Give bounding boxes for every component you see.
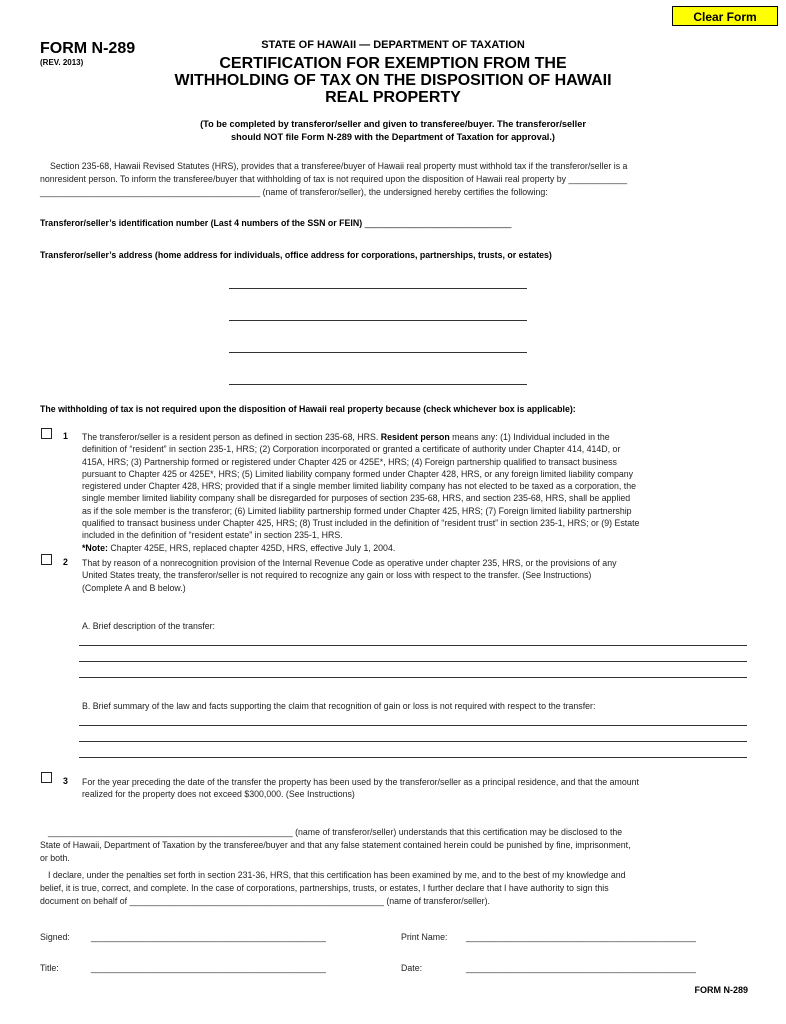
item-3-number: 3 [63, 776, 68, 786]
disclosure-line-2: State of Hawaii, Department of Taxation by the transferee/buyer and that any false statement contained herein could be punished by fine, imprisonment, [40, 840, 631, 850]
print-name-field[interactable]: _______________________________________________ [466, 932, 696, 942]
disclosure-line-3: or both. [40, 853, 70, 863]
item-2-line-3: (Complete A and B below.) [82, 582, 186, 593]
title-label: Title: [40, 963, 59, 973]
item-1-checkbox[interactable] [41, 428, 52, 439]
form-title-line-1: CERTIFICATION FOR EXEMPTION FROM THE [219, 55, 567, 72]
footer-form-number: FORM N-289 [694, 985, 748, 995]
item-1-line-7: as if the sole member is the transferor; (6) Limited liability partnership formed under Chapter 425, HRS; (7) Foreign limited liability partnership [82, 505, 632, 516]
form-number: FORM N-289 [40, 40, 136, 57]
id-number-row [40, 217, 511, 230]
item-2b-line-3[interactable] [79, 757, 747, 758]
disclosure-line-1: __________________________________________________ (name of transferor/seller) understands that this certification may be disclosed to the [48, 827, 623, 837]
date-field[interactable]: _______________________________________________ [466, 963, 696, 973]
item-3-checkbox[interactable] [41, 772, 52, 783]
item-2-line-2: United States treaty, the transferor/seller is not required to recognize any gain or loss with respect to the transfer. (See Instructions) [82, 570, 592, 581]
form-title-line-2: WITHHOLDING OF TAX ON THE DISPOSITION OF HAWAII [174, 72, 612, 89]
address-label: Transferor/seller’s address (home address for individuals, office address for corporations, partnerships, trusts, or estates) [40, 250, 552, 260]
item-2b-line-2[interactable] [79, 741, 747, 742]
item-1-line-2: definition of “resident” in section 235-1, HRS; (2) Corporation incorporated or granted a certificate of authority under Chapter 414, 414D, or [82, 444, 621, 455]
item-3-line-2: realized for the property does not exceed $300,000. (See Instructions) [82, 789, 355, 800]
declaration-paragraph [40, 869, 760, 908]
form-instructions-line-1: (To be completed by transferor/seller and given to transferee/buyer. The transferor/seller [200, 119, 586, 129]
item-1-line-4: pursuant to Chapter 425 or 425E*, HRS; (5) Limited liability company formed under Chapter 428, HRS, or any foreign limited liability company [82, 468, 634, 479]
item-2a-line-2[interactable] [79, 661, 747, 662]
declaration-line-3: document on behalf of ____________________________________________________ (name of transferor/seller). [40, 896, 490, 906]
item-2a-label: A. Brief description of the transfer: [82, 621, 215, 631]
intro-line-1: Section 235-68, Hawaii Revised Statutes (HRS), provides that a transferee/buyer of Hawaii real property must withhold tax if the transferor/seller is a [50, 161, 628, 171]
item-3-text [82, 776, 762, 801]
intro-line-2: nonresident person. To inform the transferee/buyer that withholding of tax is not required upon the disposition of Hawaii real property by ____________ [40, 174, 628, 184]
id-number-field[interactable]: ______________________________ [364, 218, 512, 228]
clear-form-button[interactable]: Clear Form [672, 6, 778, 26]
print-name-label: Print Name: [401, 932, 448, 942]
signed-field[interactable]: ________________________________________________ [91, 932, 326, 942]
date-label: Date: [401, 963, 423, 973]
address-line-2[interactable] [229, 320, 527, 321]
form-title-line-3: REAL PROPERTY [325, 89, 461, 106]
intro-line-3: _____________________________________________ (name of transferor/seller), the undersigned hereby certifies the following: [40, 187, 548, 197]
resident-person-term: Resident person [380, 432, 450, 442]
item-1-text [82, 431, 762, 554]
item-1-line-9: included in the definition of “resident estate” in section 235-1, HRS. [82, 530, 343, 541]
item-3-line-1: For the year preceding the date of the transfer the property has been used by the transferor/seller as a principal residence, and that the amount [82, 777, 639, 787]
item-1-line-6: single member limited liability company shall be disregarded for purposes of section 235-68, HRS, and section 235-68, HRS, shall be applied [82, 493, 631, 504]
department-heading: STATE OF HAWAII — DEPARTMENT OF TAXATION [261, 39, 525, 51]
address-line-1[interactable] [229, 288, 527, 289]
item-1-line-8: qualified to transact business under Chapter 425, HRS; (8) Trust included in the definition of “resident trust” in section 235-1, HRS; or (9) Estate [82, 518, 640, 529]
item-2-checkbox[interactable] [41, 554, 52, 565]
id-number-label: Transferor/seller’s identification number (Last 4 numbers of the SSN or FEIN) [40, 218, 363, 228]
address-line-3[interactable] [229, 352, 527, 353]
intro-paragraph [40, 160, 760, 199]
form-instructions [120, 118, 666, 144]
address-line-4[interactable] [229, 384, 527, 385]
declaration-line-1: I declare, under the penalties set forth in section 231-36, HRS, that this certification has been examined by me, and to the best of my knowledge and [48, 870, 626, 880]
item-2-line-1: That by reason of a nonrecognition provision of the Internal Revenue Code as operative under chapter 235, HRS, or the provisions of any [82, 558, 617, 568]
disclosure-paragraph [40, 826, 760, 865]
item-1-line-1: The transferor/seller is a resident person as defined in section 235-68, HRS. Resident person means any: (1) Individual included in the [82, 432, 610, 442]
item-2a-line-3[interactable] [79, 677, 747, 678]
item-1-note: *Note: Chapter 425E, HRS, replaced chapter 425D, HRS, effective July 1, 2004. [82, 542, 396, 553]
item-2-text [82, 557, 762, 594]
signed-label: Signed: [40, 932, 70, 942]
item-2a-line-1[interactable] [79, 645, 747, 646]
item-2b-label: B. Brief summary of the law and facts supporting the claim that recognition of gain or loss is not required with respect to the transfer: [82, 701, 596, 711]
form-revision: (REV. 2013) [40, 58, 84, 67]
item-2b-line-1[interactable] [79, 725, 747, 726]
item-1-number: 1 [63, 431, 68, 441]
declaration-line-2: belief, it is true, correct, and complete. In the case of corporations, partnerships, trusts, or estates, I further declare that I have authority to sign this [40, 883, 609, 893]
item-1-line-5: registered under Chapter 428, HRS; provided that if a single member limited liability company has not elected to be taxed as a corporation, the [82, 481, 637, 492]
form-instructions-line-2: should NOT file Form N-289 with the Department of Taxation for approval.) [231, 132, 555, 142]
item-2-number: 2 [63, 557, 68, 567]
item-1-line-3: 415A, HRS; (3) Partnership formed or registered under Chapter 425 or 425E*, HRS; (4) Foreign partnership qualified to transact business [82, 456, 617, 467]
title-field[interactable]: ________________________________________________ [91, 963, 326, 973]
exemption-heading: The withholding of tax is not required upon the disposition of Hawaii real property because (check whichever box is applicable): [40, 404, 576, 414]
form-title [100, 55, 686, 106]
